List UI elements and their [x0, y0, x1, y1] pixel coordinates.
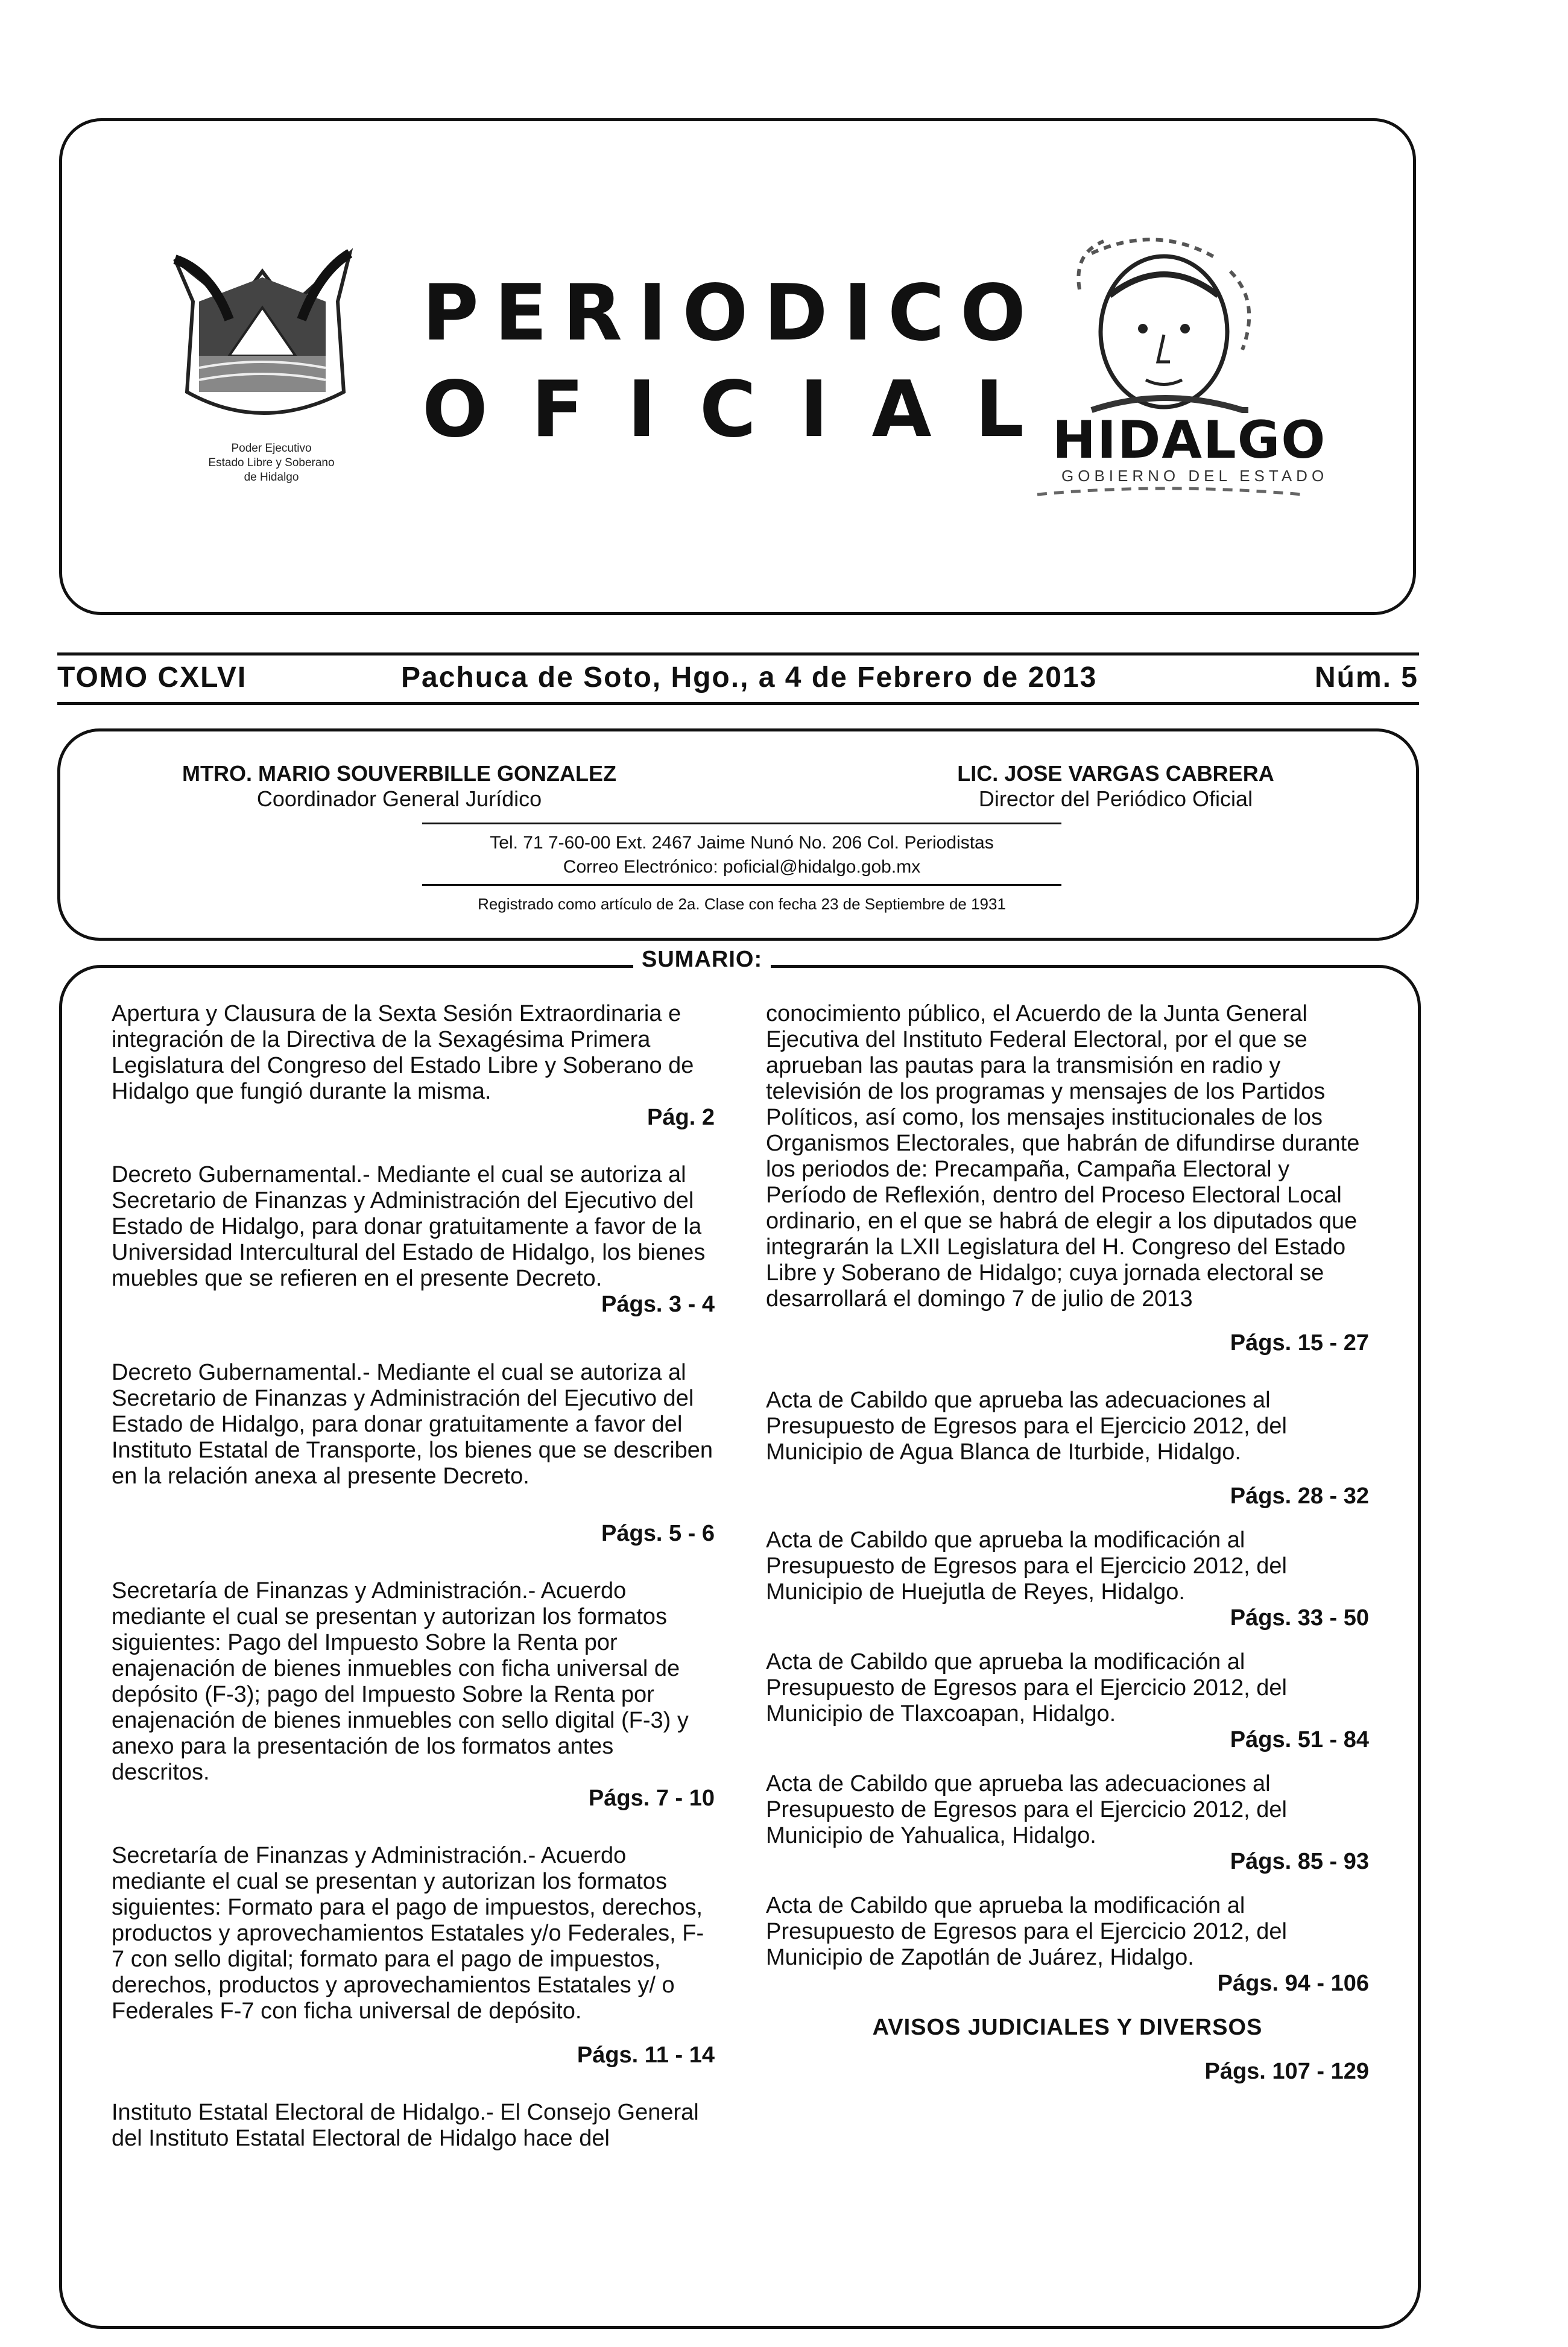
sumario-pages: Págs. 7 - 10 [588, 1786, 715, 1811]
sumario-entry: Acta de Cabildo que aprueba la modificación al Presupuesto de Egresos para el Ejercicio 2012, del Municipio de Zapotlán de Juárez, Hidalgo. [766, 1893, 1287, 1970]
directory-rule [422, 823, 1061, 824]
sumario-pages: Págs. 5 - 6 [601, 1521, 715, 1546]
coordinator-role: Coordinador General Jurídico [256, 786, 542, 811]
sumario-entry: Decreto Gubernamental.- Mediante el cual se autoriza al Secretario de Finanzas y Administración del Ejecutivo del Estado de Hidalgo, para donar gratuitamente a favor de la Universidad Intercultural del Estado de Hidalgo, los bienes muebles que se refieren en el presente Decreto. [112, 1162, 706, 1291]
contact-address: Tel. 71 7-60-00 Ext. 2467 Jaime Nunó No. 206 Col. Periodistas [490, 833, 994, 853]
sumario-right-column [766, 1001, 1369, 2085]
sumario-label: SUMARIO: [633, 947, 771, 973]
director-block [844, 761, 1387, 812]
sumario-pages: Págs. 11 - 14 [577, 2042, 715, 2068]
contact-email: Correo Electrónico: poficial@hidalgo.gob.mx [563, 857, 921, 877]
sumario-entry: conocimiento público, el Acuerdo de la Junta General Ejecutiva del Instituto Federal Electoral, por el que se aprueban las pautas para la transmisión en radio y televisión de los programas y mensajes de los Partidos Políticos, así como, los mensajes institucionales de los Organismos Electorales, que habrán de difundirse durante los periodos de: Precampaña, Campaña Electoral y Período de Reflexión, dentro del Proceso Electoral Local ordinario, en el que se habrá de elegir a los diputados que integrarán la LXII Legislatura del H. Congreso del Estado Libre y Soberano de Hidalgo; cuya jornada electoral se desarrollará el domingo 7 de julio de 2013 [766, 1001, 1360, 1312]
hidalgo-portrait-icon [1001, 217, 1315, 555]
state-emblem-icon [163, 235, 362, 434]
directory-rule [422, 884, 1061, 886]
masthead-rule-top [57, 652, 1419, 655]
sumario-pages: Pág. 2 [647, 1105, 715, 1130]
avisos-heading: AVISOS JUDICIALES Y DIVERSOS [872, 2015, 1263, 2040]
issue-number: Núm. 5 [1314, 662, 1418, 693]
sumario-entry: Secretaría de Finanzas y Administración.- Acuerdo mediante el cual se presentan y autorizan los formatos siguientes: Pago del Impuesto Sobre la Renta por enajenación de bienes inmuebles con ficha universal de depósito (F-3); pago del Impuesto Sobre la Renta por enajenación de bienes inmuebles con sello digital (F-3) y anexo para la presentación de los formatos antes descritos. [112, 1578, 689, 1785]
tomo: TOMO CXLVI [57, 662, 247, 693]
sumario-pages: Págs. 85 - 93 [1230, 1849, 1369, 1874]
sumario-entry: Acta de Cabildo que aprueba las adecuaciones al Presupuesto de Egresos para el Ejercicio 2012, del Municipio de Yahualica, Hidalgo. [766, 1771, 1287, 1848]
poder-line: Poder Ejecutivo [231, 442, 312, 455]
sumario-pages: Págs. 28 - 32 [1230, 1483, 1369, 1509]
sumario-pages: Págs. 3 - 4 [601, 1292, 715, 1317]
coordinator-name: MTRO. MARIO SOUVERBILLE GONZALEZ [182, 761, 616, 786]
gobierno-del-estado: GOBIERNO DEL ESTADO [1061, 467, 1329, 485]
sumario-pages: Págs. 51 - 84 [1230, 1727, 1369, 1752]
sumario-entry: Decreto Gubernamental.- Mediante el cual se autoriza al Secretario de Finanzas y Administración del Ejecutivo del Estado de Hidalgo, para donar gratuitamente a favor del Instituto Estatal de Transporte, los bienes que se describen en la relación anexa al presente Decreto. [112, 1360, 713, 1489]
sumario-entry: Acta de Cabildo que aprueba la modificación al Presupuesto de Egresos para el Ejercicio 2012, del Municipio de Huejutla de Reyes, Hidalgo. [766, 1527, 1287, 1605]
sumario-pages: Págs. 33 - 50 [1230, 1605, 1369, 1631]
contact-info [422, 831, 1061, 879]
sumario-pages: Págs. 94 - 106 [1217, 1971, 1369, 1996]
sumario-entry: Instituto Estatal Electoral de Hidalgo.- El Consejo General del Instituto Estatal Electoral de Hidalgo hace del [112, 2100, 699, 2151]
coordinator-block [158, 761, 640, 812]
hidalgo-logo-word: HIDALGO [1052, 410, 1327, 470]
masthead-rule-bottom [57, 702, 1419, 705]
director-role: Director del Periódico Oficial [978, 786, 1253, 811]
sumario-pages: Págs. 15 - 27 [1230, 1330, 1369, 1356]
sumario-entry: Acta de Cabildo que aprueba la modificación al Presupuesto de Egresos para el Ejercicio 2012, del Municipio de Tlaxcoapan, Hidalgo. [766, 1649, 1287, 1726]
issue-date: Pachuca de Soto, Hgo., a 4 de Febrero de 2013 [401, 662, 1098, 693]
director-name: LIC. JOSE VARGAS CABRERA [957, 761, 1274, 786]
poder-line: de Hidalgo [244, 471, 299, 484]
poder-ejecutivo-caption [145, 441, 398, 485]
sumario-entry: Acta de Cabildo que aprueba las adecuaciones al Presupuesto de Egresos para el Ejercicio 2012, del Municipio de Agua Blanca de Iturbide, Hidalgo. [766, 1388, 1287, 1465]
avisos-pages: Págs. 107 - 129 [1204, 2059, 1369, 2084]
title-oficial: OFICIAL [422, 365, 1068, 455]
sumario-entry: Apertura y Clausura de la Sexta Sesión Extraordinaria e integración de la Directiva de la Sexagésima Primera Legislatura del Congreso del Estado Libre y Soberano de Hidalgo que fungió durante la misma. [112, 1001, 694, 1104]
sumario-entry: Secretaría de Finanzas y Administración.- Acuerdo mediante el cual se presentan y autorizan los formatos siguientes: Formato para el pago de impuestos, derechos, productos y aprovechamientos Estatales y/o Federales, F-7 con sello digital; formato para el pago de impuestos, derechos, productos y aprovechamientos Estatales y/ o Federales F-7 con ficha universal de depósito. [112, 1843, 704, 2024]
poder-line: Estado Libre y Soberano [208, 456, 335, 469]
registro: Registrado como artículo de 2a. Clase con fecha 23 de Septiembre de 1931 [478, 895, 1006, 913]
title-periodico: PERIODICO [422, 268, 1042, 358]
sumario-left-column [112, 1001, 715, 2152]
